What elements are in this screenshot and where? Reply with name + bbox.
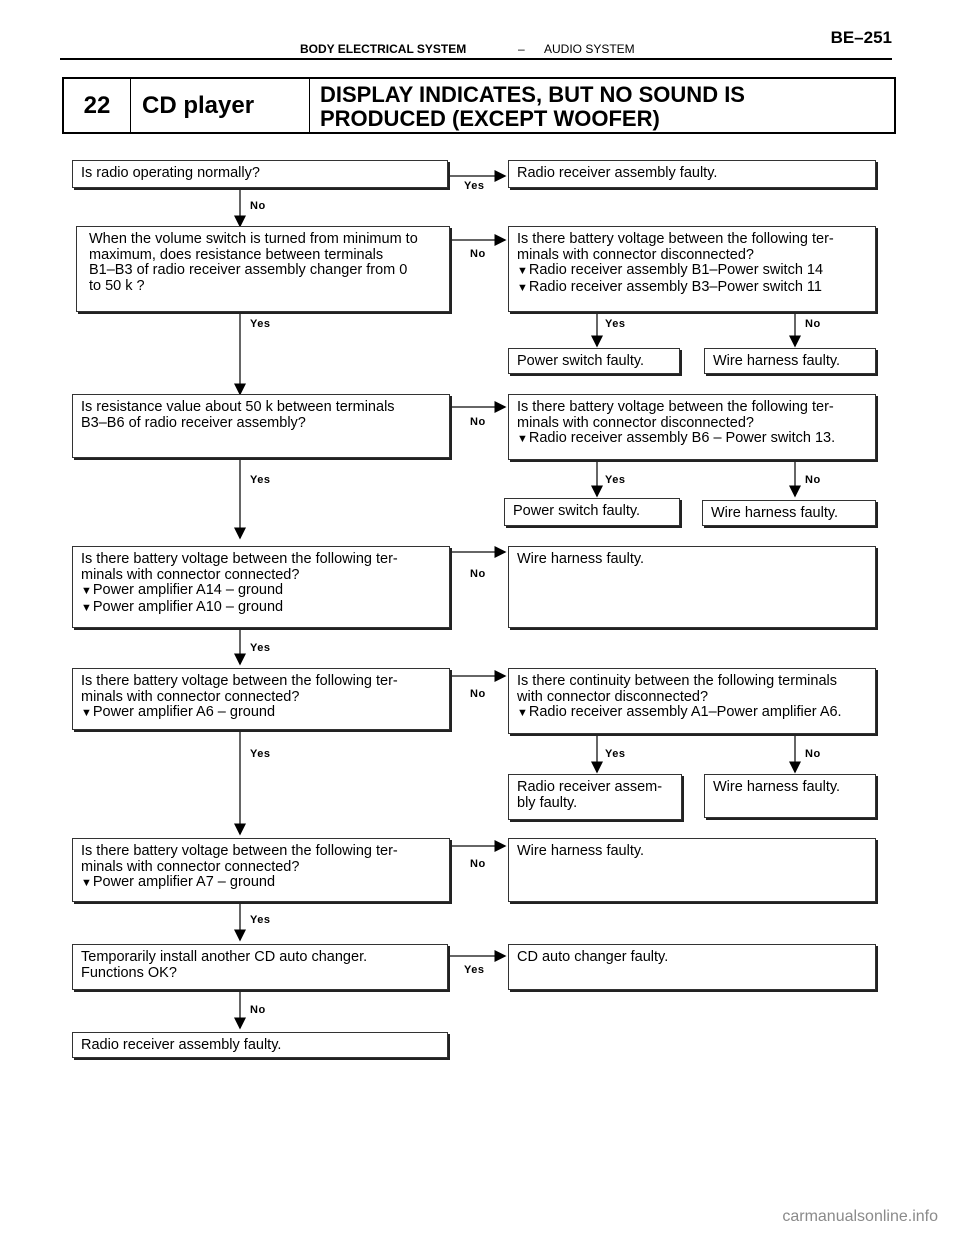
check-b3-b6-resistance: Is resistance value about 50 k between terminals B3–B6 of radio receiver assembly?: [72, 394, 450, 458]
page-header: [60, 22, 892, 62]
result-power-switch-faulty: Power switch faulty.: [508, 348, 680, 374]
yes-label: Yes: [250, 748, 271, 760]
check-amplifier-a14-a10-voltage: Is there battery voltage between the following ter- minals with connector connected? ▼ Power amplifier A14 – ground ▼ Power amplifier A10 – ground: [72, 546, 450, 628]
no-label: No: [250, 200, 266, 212]
yes-label: Yes: [250, 914, 271, 926]
result-radio-receiver-faulty: Radio receiver assem- bly faulty.: [508, 774, 682, 820]
result-radio-receiver-faulty: Radio receiver assembly faulty.: [72, 1032, 448, 1058]
procedure-component: CD player: [130, 79, 310, 132]
procedure-title: [62, 77, 896, 134]
result-wire-harness-faulty: Wire harness faulty.: [508, 838, 876, 902]
result-wire-harness-faulty: Wire harness faulty.: [704, 774, 876, 818]
replace-cd-changer-test: Temporarily install another CD auto changer. Functions OK?: [72, 944, 448, 990]
check-radio-operation: Is radio operating normally?: [72, 160, 448, 188]
result-wire-harness-faulty: Wire harness faulty.: [704, 348, 876, 374]
check-a1-a6-continuity: Is there continuity between the following terminals with connector disconnected? ▼ Radio receiver assembly A1–Power amplifier A6.: [508, 668, 876, 734]
symptom-line-1: DISPLAY INDICATES, BUT NO SOUND IS: [320, 82, 745, 107]
result-power-switch-faulty: Power switch faulty.: [504, 498, 680, 526]
check-power-switch-voltage: Is there battery voltage between the following ter- minals with connector disconnected? ▼ Radio receiver assembly B1–Power switch 14 ▼ Radio receiver assembly B3–Power switch 11: [508, 226, 876, 312]
page-number: BE–251: [830, 28, 892, 47]
yes-label: Yes: [464, 180, 485, 192]
no-label: No: [470, 568, 486, 580]
subsystem-name: AUDIO SYSTEM: [544, 42, 635, 56]
check-amplifier-a7-voltage: Is there battery voltage between the following ter- minals with connector connected? ▼ Power amplifier A7 – ground: [72, 838, 450, 902]
no-label: No: [470, 248, 486, 260]
yes-label: Yes: [605, 318, 626, 330]
yes-label: Yes: [605, 748, 626, 760]
yes-label: Yes: [464, 964, 485, 976]
result-wire-harness-faulty: Wire harness faulty.: [508, 546, 876, 628]
yes-label: Yes: [250, 318, 271, 330]
result-radio-receiver-faulty: Radio receiver assembly faulty.: [508, 160, 876, 188]
check-amplifier-a6-voltage: Is there battery voltage between the following ter- minals with connector connected? ▼ Power amplifier A6 – ground: [72, 668, 450, 730]
no-label: No: [470, 858, 486, 870]
no-label: No: [250, 1004, 266, 1016]
yes-label: Yes: [250, 642, 271, 654]
check-b6-power-switch-voltage: Is there battery voltage between the following ter- minals with connector disconnected? ▼ Radio receiver assembly B6 – Power switch 13.: [508, 394, 876, 460]
procedure-number: 22: [64, 79, 131, 132]
result-cd-changer-faulty: CD auto changer faulty.: [508, 944, 876, 990]
yes-label: Yes: [250, 474, 271, 486]
header-separator: –: [518, 42, 525, 56]
system-name: BODY ELECTRICAL SYSTEM: [300, 42, 467, 56]
no-label: No: [805, 318, 821, 330]
no-label: No: [470, 688, 486, 700]
no-label: No: [805, 474, 821, 486]
procedure-symptom: [310, 79, 894, 132]
yes-label: Yes: [605, 474, 626, 486]
no-label: No: [805, 748, 821, 760]
watermark: carmanualsonline.info: [782, 1208, 938, 1225]
check-volume-switch-resistance: When the volume switch is turned from minimum to maximum, does resistance between terminals B1–B3 of radio receiver assembly changer from 0 to 50 k ?: [76, 226, 450, 312]
result-wire-harness-faulty: Wire harness faulty.: [702, 500, 876, 526]
no-label: No: [470, 416, 486, 428]
symptom-line-2: PRODUCED (EXCEPT WOOFER): [320, 106, 660, 131]
header-rule: [60, 58, 892, 60]
